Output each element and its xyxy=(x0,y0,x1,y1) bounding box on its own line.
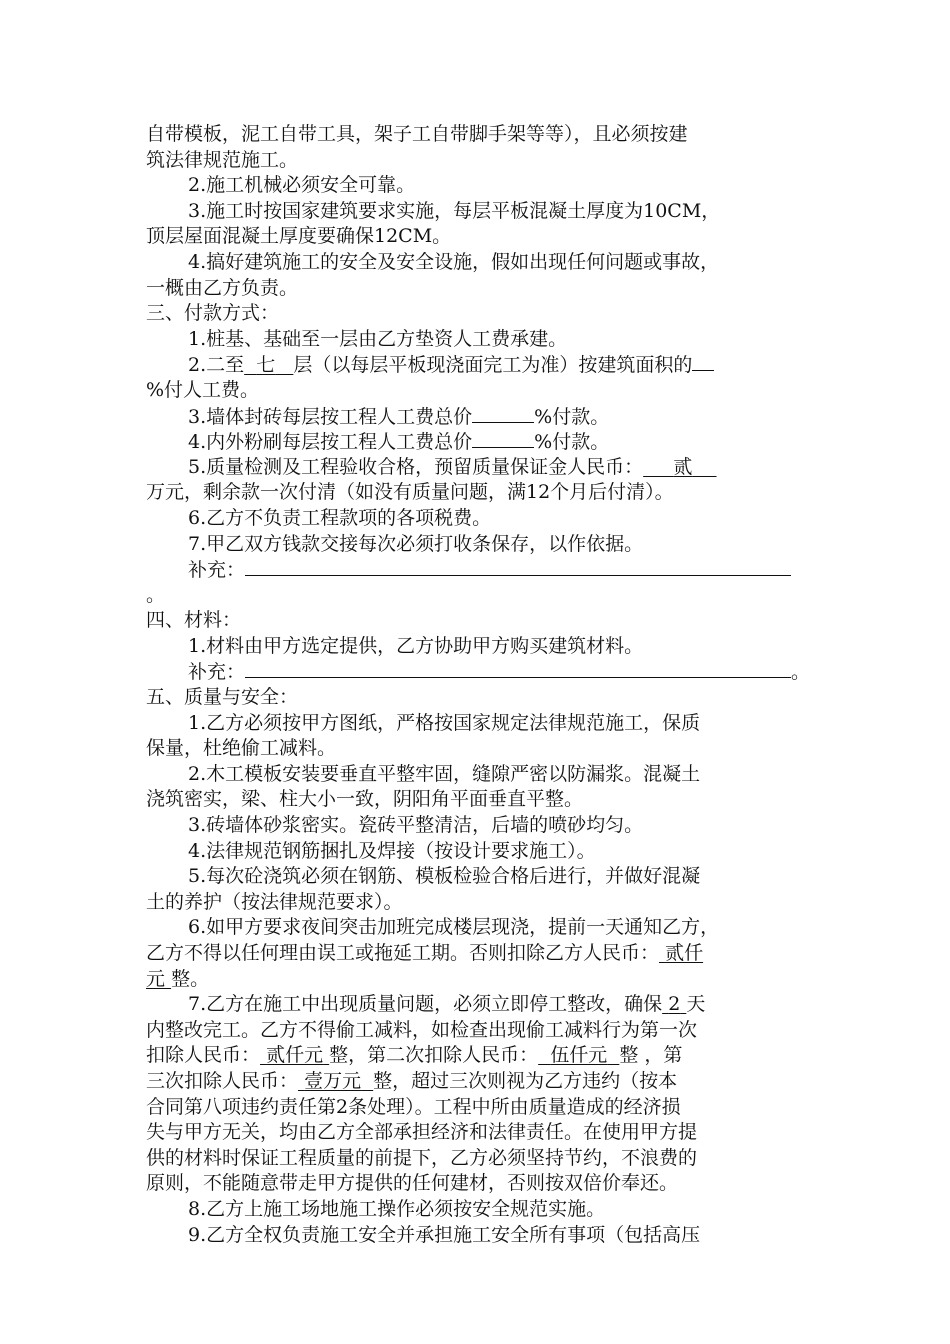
text-line: 1.桩基、基础至一层由乙方垫资人工费承建。 xyxy=(188,327,568,350)
q7-text-e: 整 ，第 xyxy=(619,1044,683,1067)
text-line: 6.乙方不负责工程款项的各项税费。 xyxy=(188,506,492,529)
q6-text-b: 整。 xyxy=(171,967,210,990)
text-line: 筑法律规范施工。 xyxy=(146,148,299,171)
payment-item-2-text-b: 层（以每层平板现浇面完工为准）按建筑面积的 xyxy=(293,354,693,377)
quality-item-7-penalties-2 xyxy=(146,1069,810,1095)
q7-text-g: 整，超过三次则视为乙方违约（按本 xyxy=(373,1069,678,1092)
text-line: 1.材料由甲方选定提供，乙方协助甲方购买建筑材料。 xyxy=(188,634,644,657)
text-line: 4.搞好建筑施工的安全及安全设施，假如出现任何问题或事故， xyxy=(188,250,720,273)
q7-text-d: 整，第二次扣除人民币： xyxy=(329,1044,539,1067)
text-line: 5.每次砼浇筑必须在钢筋、模板检验合格后进行，并做好混凝 xyxy=(188,865,701,888)
q7-text-a: 7.乙方在施工中出现质量问题，必须立即停工整改，确保 xyxy=(188,993,663,1016)
text-line: 3.施工时按国家建筑要求实施，每层平板混凝土厚度为10CM， xyxy=(188,199,721,222)
text-line: 自带模板，泥工自带工具，架子工自带脚手架等等），且必须按建 xyxy=(146,123,688,145)
text-line: 9.乙方全权负责施工安全并承担施工安全所有事项（包括高压 xyxy=(188,1223,701,1246)
q6-amount-field: 元 xyxy=(146,967,166,990)
retention-amount-field: 贰 xyxy=(673,455,693,478)
payment-item-5 xyxy=(146,455,810,481)
text-line: 一概由乙方负责。 xyxy=(146,276,299,299)
floor-count-field: 七 xyxy=(256,354,276,377)
q6-amount-field: 贰仟 xyxy=(665,942,704,964)
supplement-blank xyxy=(245,659,791,678)
supplement-blank xyxy=(245,557,791,576)
text-line: 1.乙方必须按甲方图纸，严格按国家规定法律规范施工，保质 xyxy=(188,711,701,734)
q7-text-b: 天 xyxy=(686,993,706,1016)
text-line: 失与甲方无关，均由乙方全部承担经济和法律责任。在使用甲方提 xyxy=(146,1121,698,1144)
q7-first-penalty-field: 贰仟元 xyxy=(266,1044,324,1067)
q7-days-field: 2 xyxy=(668,993,681,1016)
text-line: 合同第八项违约责任第2条处理）。工程中所由质量造成的经济损 xyxy=(146,1095,681,1118)
percent-blank xyxy=(692,352,714,371)
text-line: 6.如甲方要求夜间突击加班完成楼层现浇，提前一天通知乙方， xyxy=(188,916,720,939)
q7-second-penalty-field: 伍仟元 xyxy=(550,1044,608,1067)
supplement-materials xyxy=(146,659,810,685)
payment-item-2-text-a: 2.二至 xyxy=(188,354,245,377)
section-heading-payment: 三、付款方式： xyxy=(146,302,280,325)
q7-text-c: 扣除人民币： xyxy=(146,1044,261,1067)
text-line: 4.法律规范钢筋捆扎及焊接（按设计要求施工）。 xyxy=(188,839,596,862)
section-heading-materials: 四、材料： xyxy=(146,609,242,632)
payment-item-5-text-a: 5.质量检测及工程验收合格，预留质量保证金人民币： xyxy=(188,455,644,478)
quality-item-7 xyxy=(146,992,810,1018)
text-line: 3.砖墙体砂浆密实。瓷砖平整清洁，后墙的喷砂均匀。 xyxy=(188,814,644,837)
quality-item-6-penalty xyxy=(146,941,810,967)
text-line: 8.乙方上施工场地施工操作必须按安全规范实施。 xyxy=(188,1197,606,1220)
payment-item-2 xyxy=(146,352,810,378)
text-line: 内整改完工。乙方不得偷工减料，如检查出现偷工减料行为第一次 xyxy=(146,1018,698,1041)
text-line: %付人工费。 xyxy=(146,378,260,401)
supplement-end: 。 xyxy=(791,661,811,684)
q6-text-a: 乙方不得以任何理由误工或拖延工期。否则扣除乙方人民币： xyxy=(146,942,660,964)
payment-item-4-text-a: 4.内外粉刷每层按工程人工费总价 xyxy=(188,431,473,454)
quality-item-7-penalties xyxy=(146,1043,810,1069)
text-line: 顶层屋面混凝土厚度要确保12CM。 xyxy=(146,225,452,248)
supplement-label: 补充： xyxy=(188,661,246,684)
quality-item-6-penalty-end xyxy=(146,967,810,993)
text-line: 保量，杜绝偷工减料。 xyxy=(146,737,337,760)
text-line: 浇筑密实，梁、柱大小一致，阴阳角平面垂直平整。 xyxy=(146,788,584,811)
payment-item-4-text-b: %付款。 xyxy=(534,431,610,454)
contract-page xyxy=(146,122,810,1248)
text-line: 7.甲乙双方钱款交接每次必须打收条保存，以作依据。 xyxy=(188,532,644,555)
payment-item-4 xyxy=(146,429,810,455)
supplement-label: 补充： xyxy=(188,559,246,582)
text-line: 。 xyxy=(146,583,166,606)
text-line: 原则，不能随意带走甲方提供的任何建材，否则按双倍价奉还。 xyxy=(146,1172,679,1195)
q7-third-penalty-field: 壹万元 xyxy=(304,1069,362,1092)
text-line: 2.施工机械必须安全可靠。 xyxy=(188,174,416,197)
percent-blank xyxy=(472,429,534,448)
payment-item-3-text-b: %付款。 xyxy=(534,405,610,428)
text-line: 2.木工模板安装要垂直平整牢固，缝隙严密以防漏浆。混凝土 xyxy=(188,762,701,785)
text-line: 土的养护（按法律规范要求）。 xyxy=(146,890,403,913)
payment-item-3 xyxy=(146,404,810,430)
section-heading-quality-safety: 五、质量与安全： xyxy=(146,686,299,709)
text-line: 万元，剩余款一次付清（如没有质量问题，满12个月后付清）。 xyxy=(146,481,674,504)
percent-blank xyxy=(472,404,534,423)
q7-text-f: 三次扣除人民币： xyxy=(146,1069,299,1092)
text-line: 供的材料时保证工程质量的前提下，乙方必须坚持节约，不浪费的 xyxy=(146,1146,698,1169)
payment-item-3-text-a: 3.墙体封砖每层按工程人工费总价 xyxy=(188,405,473,428)
supplement-payment xyxy=(146,557,810,583)
